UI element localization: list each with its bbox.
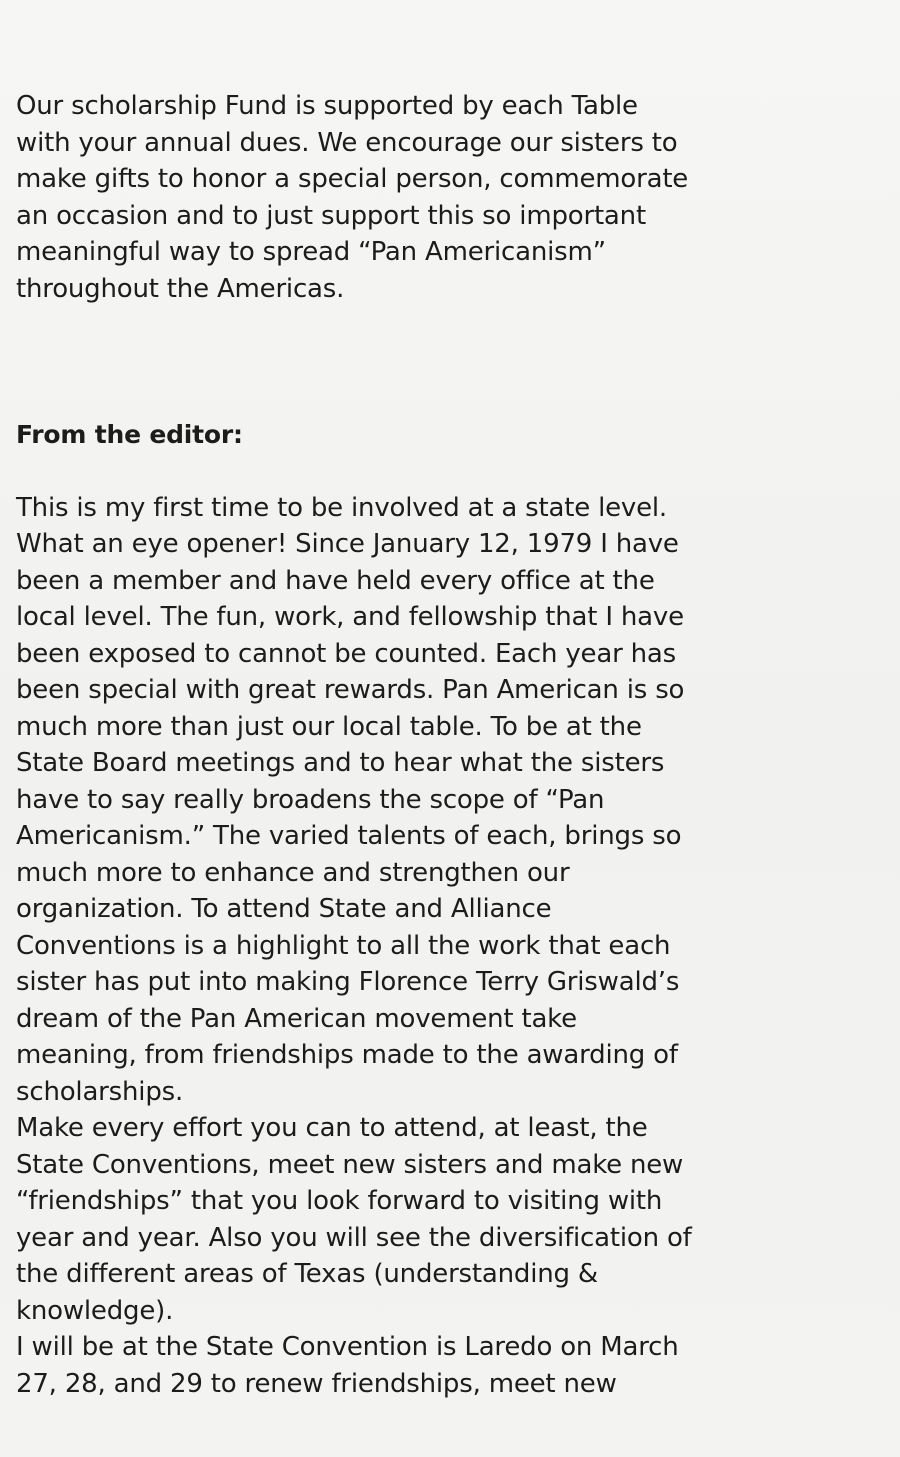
- editor-paragraph-1: This is my first time to be involved at a state level. What an eye opener! Since January 12, 1979 I have been a member and have held every office at the local level. The fun, work, and fellowship that I have been exposed to cannot be counted. Each year has been special with great rewards. Pan American is so much more than just our local table. To be at the State Board meetings and to hear what the sisters have to say really broadens the scope of “Pan Americanism.” The varied talents of each, brings so much more to enhance and strengthen our organization. To attend State and Alliance Conventions is a highlight to all the work that each sister has put into making Florence Terry Griswald’s dream of the Pan American movement take meaning, from friendships made to the awarding of scholarships.: [16, 492, 685, 1107]
- heading-spacer: [16, 454, 886, 490]
- document-body: [16, 88, 886, 1402]
- editor-paragraph-2: Make every effort you can to attend, at least, the State Conventions, meet new sisters and make new “friendships” that you look forward to visiting with year and year. Also you will see the diversification of the different areas of Texas (understanding & knowledge).: [16, 1113, 692, 1326]
- editor-heading: From the editor:: [16, 420, 243, 449]
- section-spacer: [16, 307, 886, 417]
- editor-paragraph-3: I will be at the State Convention is Laredo on March 27, 28, and 29 to renew friendships, meet new: [16, 1332, 679, 1399]
- scholarship-fund-paragraph: Our scholarship Fund is supported by each Table with your annual dues. We encourage our sisters to make gifts to honor a special person, commemorate an occasion and to just support this so important meaningful way to spread “Pan Americanism” throughout the Americas.: [16, 91, 689, 304]
